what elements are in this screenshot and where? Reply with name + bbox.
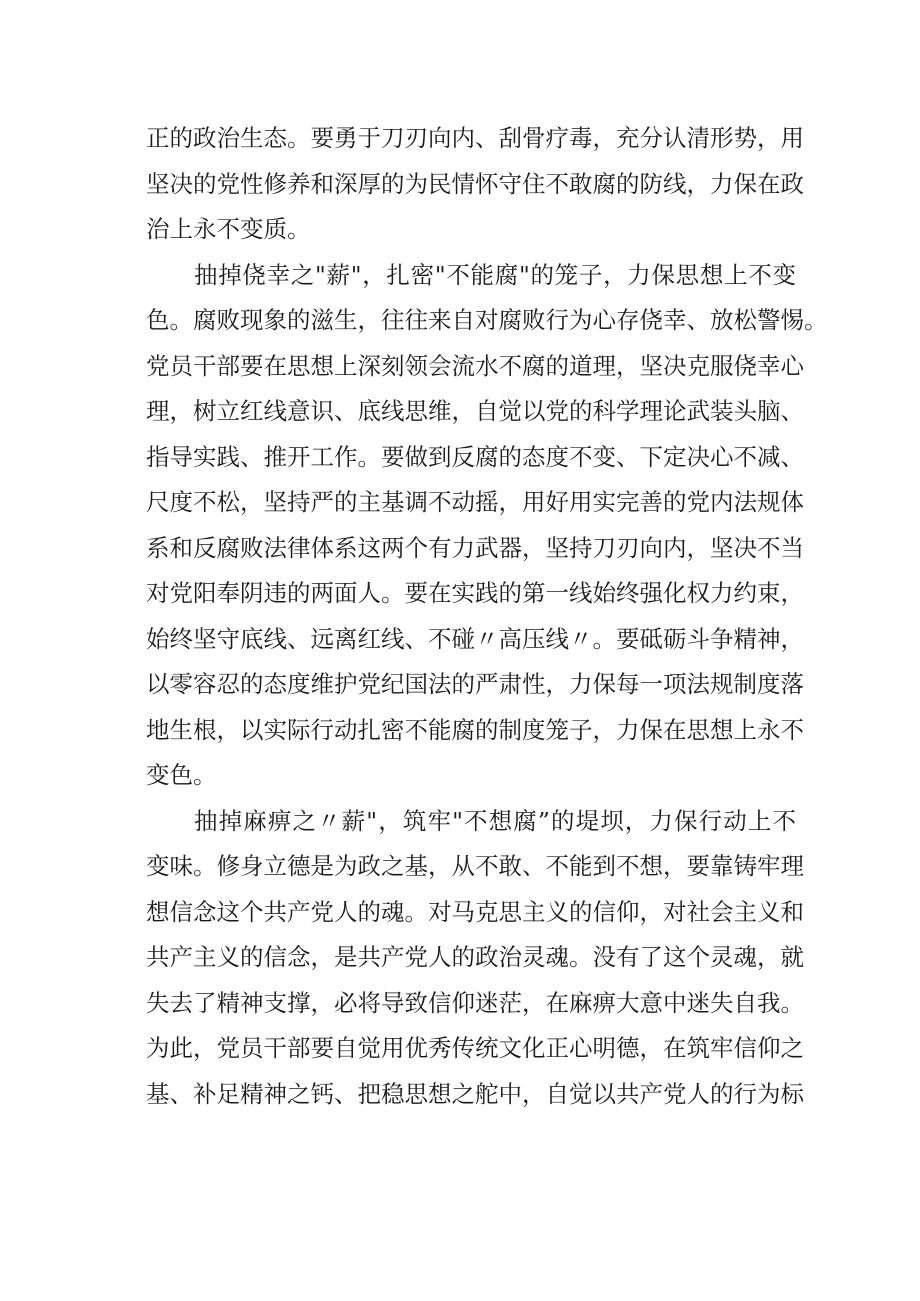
paragraph-line: 指导实践、推开工作。要做到反腐的态度不变、下定决心不减、 bbox=[146, 442, 804, 471]
paragraph-line: 治上永不变质。 bbox=[146, 215, 311, 243]
paragraph-2 bbox=[146, 253, 828, 799]
paragraph-line: 抽掉麻痹之〃薪"，筑牢"不想腐”的堤坝，力保行动上不 bbox=[194, 806, 796, 835]
paragraph-line: 失去了精神支撑，必将导致信仰迷茫，在麻痹大意中迷失自我。 bbox=[146, 988, 804, 1017]
paragraph-line: 抽掉侥幸之"薪"，扎密"不能腐"的笼子，力保思想上不变 bbox=[194, 260, 796, 289]
paragraph-line: 色。腐败现象的滋生，往往来自对腐败行为心存侥幸、放松警惕。 bbox=[146, 306, 828, 334]
document-body bbox=[146, 116, 828, 1117]
paragraph-line: 共产主义的信念，是共产党人的政治灵魂。没有了这个灵魂，就 bbox=[146, 943, 804, 971]
paragraph-line: 为此，党员干部要自觉用优秀传统文化正心明德，在筑牢信仰之 bbox=[146, 1034, 804, 1062]
paragraph-line: 变味。修身立德是为政之基，从不敢、不能到不想，要靠铸牢理 bbox=[146, 852, 804, 880]
paragraph-3 bbox=[146, 799, 804, 1118]
paragraph-line: 坚决的党性修养和深厚的为民情怀守住不敢腐的防线，力保在政 bbox=[146, 169, 804, 198]
paragraph-line: 尺度不松，坚持严的主基调不动摇，用好用实完善的党内法规体 bbox=[146, 488, 804, 516]
paragraph-line: 系和反腐败法律体系这两个有力武器，坚持刀刃向内，坚决不当 bbox=[146, 533, 804, 562]
paragraph-line: 正的政治生态。要勇于刀刃向内、刮骨疗毒，充分认清形势，用 bbox=[146, 124, 804, 152]
paragraph-line: 变色。 bbox=[146, 761, 217, 789]
paragraph-line: 始终坚守底线、远离红线、不碰〃高压线〃。要砥砺斗争精神， bbox=[146, 624, 804, 653]
paragraph-line: 地生根，以实际行动扎密不能腐的制度笼子，力保在思想上永不 bbox=[146, 715, 804, 744]
paragraph-line: 基、补足精神之钙、把稳思想之舵中，自觉以共产党人的行为标 bbox=[146, 1079, 804, 1108]
paragraph-line: 党员干部要在思想上深刻领会流水不腐的道理，坚决克服侥幸心 bbox=[146, 351, 804, 380]
paragraph-line: 想信念这个共产党人的魂。对马克思主义的信仰，对社会主义和 bbox=[146, 897, 804, 926]
paragraph-1 bbox=[146, 116, 804, 253]
paragraph-line: 以零容忍的态度维护党纪国法的严肃性，力保每一项法规制度落 bbox=[146, 670, 804, 698]
paragraph-line: 理，树立红线意识、底线思维，自觉以党的科学理论武装头脑、 bbox=[146, 397, 804, 425]
paragraph-line: 对党阳奉阴违的两面人。要在实践的第一线始终强化权力约束， bbox=[146, 579, 804, 607]
